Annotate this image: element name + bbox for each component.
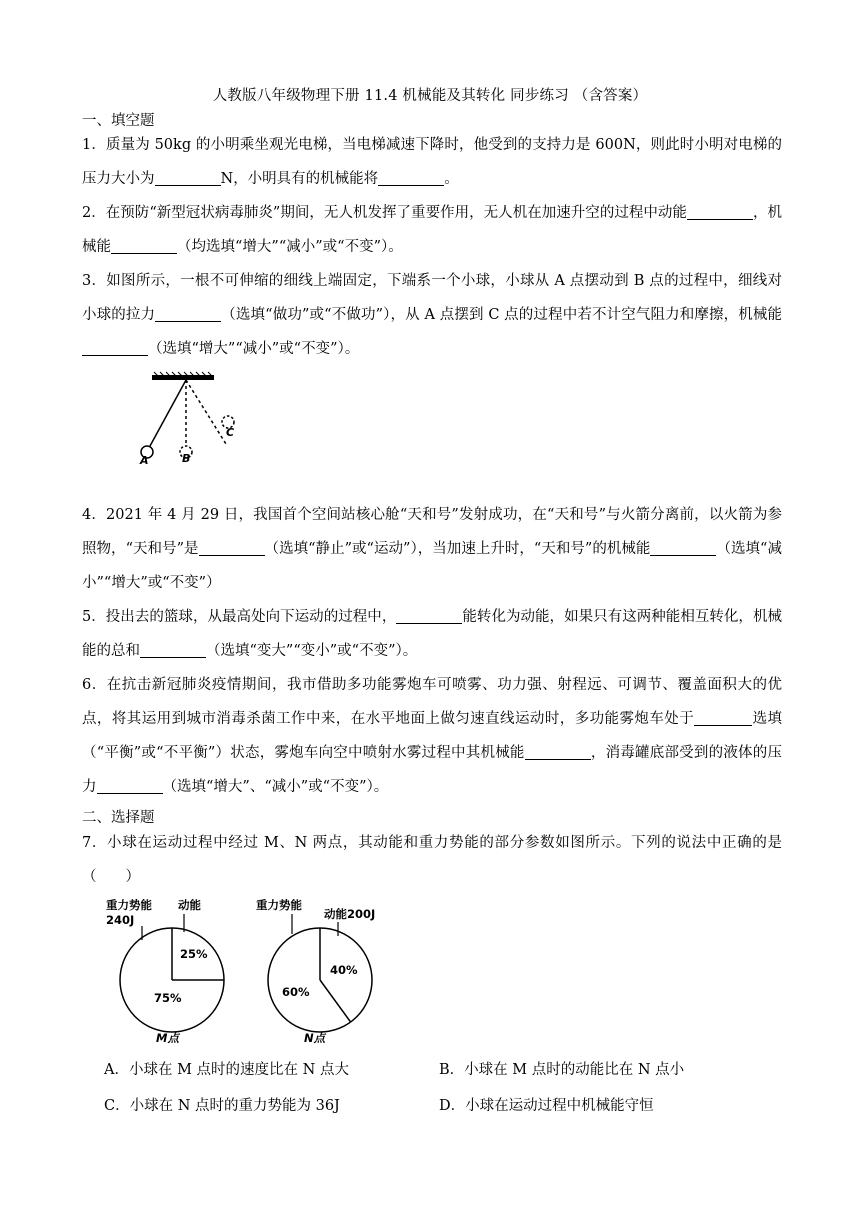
string-c	[186, 380, 226, 444]
value-potential-m: 240J	[106, 913, 135, 927]
potential-pct-m: 75%	[154, 991, 182, 1005]
caption-m: M点	[156, 1031, 179, 1045]
answer-blank[interactable]	[155, 305, 221, 322]
string-a	[150, 380, 186, 446]
label-a: A	[140, 454, 149, 464]
answer-blank[interactable]	[82, 339, 148, 356]
label-kinetic-n: 动能200J	[324, 907, 376, 921]
answer-blank[interactable]	[687, 203, 753, 220]
page-title: 人教版八年级物理下册 11.4 机械能及其转化 同步练习 （含答案）	[212, 88, 648, 104]
question-7: 7．小球在运动过程中经过 M、N 两点，其动能和重力势能的部分参数如图所示。下列的说法中正确的是（ ）	[82, 835, 782, 885]
answer-blank[interactable]	[155, 169, 221, 186]
pie-chart-m	[100, 896, 230, 1046]
label-kinetic-m: 动能	[178, 898, 201, 912]
question-4: 4．2021 年 4 月 29 日，我国首个空间站核心舱“天和号”发射成功，在“天和号”与火箭分离前，以火箭为参照物，“天和号”是 （选填“静止”或“运动”），当加速上升时，“天和号”的机械能 （选填“减小”“增大”或“不变”）	[82, 507, 782, 591]
ceiling-support	[152, 375, 214, 380]
question-2: 2．在预防“新型冠状病毒肺炎”期间，无人机发挥了重要作用，无人机在加速升空的过程中动能 ，机械能 （均选填“增大”“减小”或“不变”）。	[82, 205, 782, 255]
answer-blank[interactable]	[199, 539, 265, 556]
answer-blank[interactable]	[396, 607, 462, 624]
question-5: 5．投出去的篮球，从最高处向下运动的过程中， 能转化为动能，如果只有这两种能相互转化，机械能的总和 （选填“变大”“变小”或“不变”）。	[82, 609, 782, 659]
answer-blank[interactable]	[140, 641, 206, 658]
label-c: C	[226, 426, 235, 439]
section-fill-in: 一、填空题	[82, 113, 155, 129]
label-potential-n: 重力势能	[256, 898, 302, 912]
potential-pct-n: 60%	[282, 985, 310, 999]
kinetic-pct-n: 40%	[330, 963, 358, 977]
question-3: 3．如图所示，一根不可伸缩的细线上端固定，下端系一个小球，小球从 A 点摆动到 B 点的过程中，细线对小球的拉力 （选填“做功”或“不做功”），从 A 点摆到 C 点的过程中若不计空气阻力和摩擦，机械能（选填“增大”“减小”或“不变”）。	[82, 273, 783, 357]
pendulum-figure	[112, 368, 252, 464]
section-choice: 二、选择题	[82, 810, 155, 826]
label-b: B	[182, 452, 191, 464]
option-c[interactable]: C．小球在 N 点时的重力势能为 36J	[104, 1098, 340, 1114]
kinetic-pct-m: 25%	[180, 947, 208, 961]
pie-chart-n	[252, 896, 392, 1046]
answer-blank[interactable]	[694, 709, 752, 726]
question-6: 6．在抗击新冠肺炎疫情期间，我市借助多功能雾炮车可喷雾、功力强、射程远、可调节、覆盖面积大的优点，将其运用到城市消毒杀菌工作中来，在水平地面上做匀速直线运动时，多功能雾炮车处于 选填（“平衡”或“不平衡”）状态，雾炮车向空中喷射水雾过程中其机械能 ，消毒罐底部受到的液体的压力 （选填“增大”、“减小”或“不变”）。	[82, 677, 783, 795]
question-1: 1．质量为 50kg 的小明乘坐观光电梯，当电梯减速下降时，他受到的支持力是 600N，则此时小明对电梯的压力大小为 N，小明具有的机械能将 。	[82, 137, 782, 187]
answer-blank[interactable]	[111, 237, 177, 254]
option-b[interactable]: B．小球在 M 点时的动能比在 N 点小	[439, 1062, 685, 1078]
answer-blank[interactable]	[378, 169, 444, 186]
caption-n: N点	[304, 1031, 326, 1045]
answer-blank[interactable]	[525, 743, 591, 760]
answer-blank[interactable]	[650, 539, 716, 556]
option-a[interactable]: A．小球在 M 点时的速度比在 N 点大	[104, 1062, 349, 1078]
label-potential-m: 重力势能	[106, 898, 152, 912]
answer-blank[interactable]	[97, 777, 163, 794]
option-d[interactable]: D．小球在运动过程中机械能守恒	[439, 1098, 654, 1114]
